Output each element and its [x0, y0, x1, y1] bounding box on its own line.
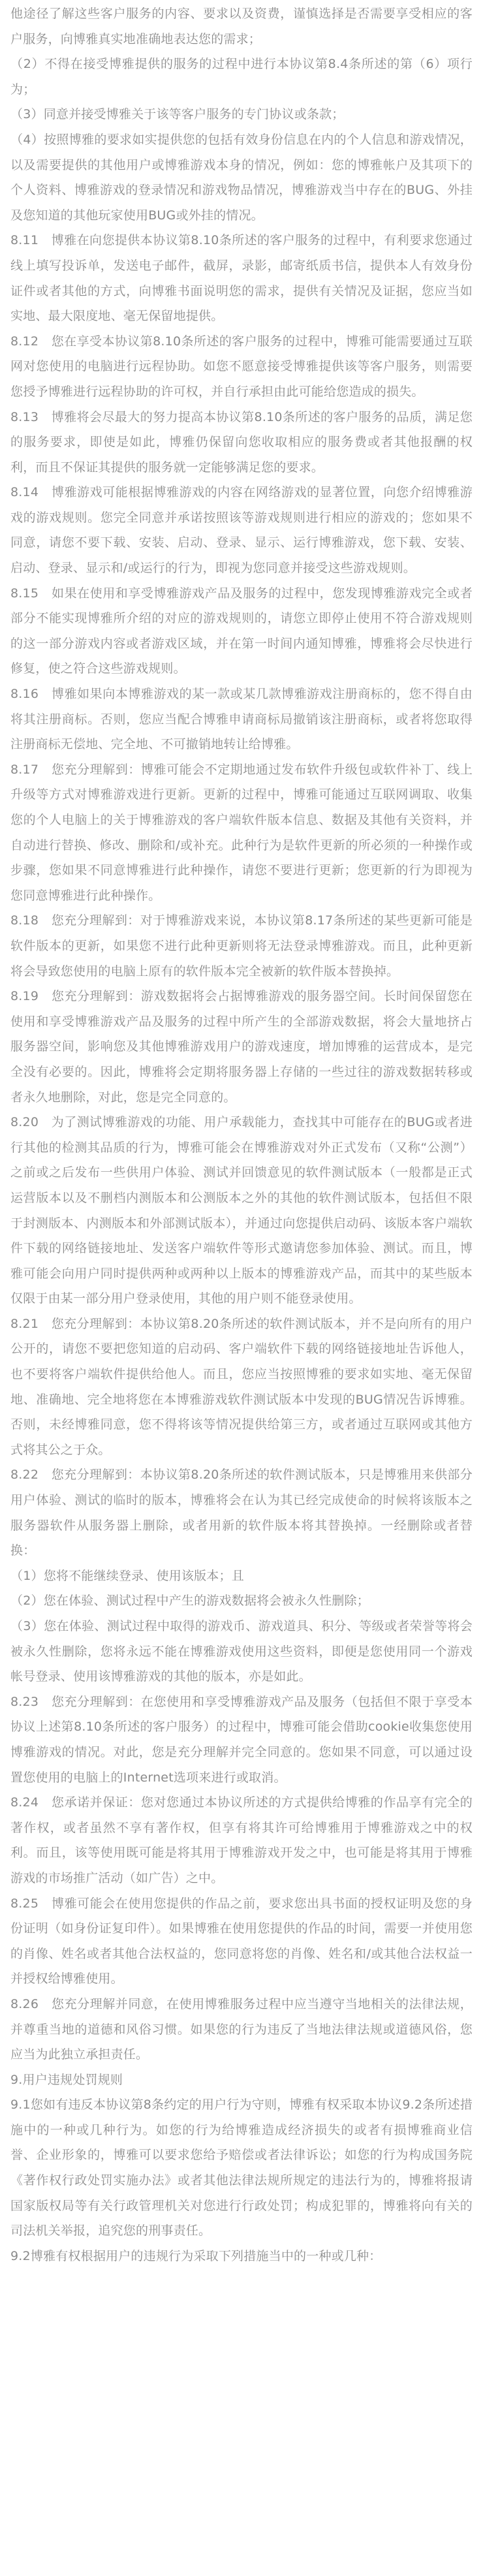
clause-9-2: 9.2博雅有权根据用户的违规行为采取下列措施当中的一种或几种：	[10, 2248, 382, 2263]
clause-text: （2）不得在接受博雅提供的服务的过程中进行本协议第8.4条所述的第（6）项行为；	[10, 57, 473, 97]
clause-8-16: 8.16 博雅如果向本博雅游戏的某一款或某几款博雅游戏注册商标的，您不得自由将其注册商标。否则，您应当配合博雅申请商标局撤销该注册商标，或者将您取得注册商标无偿地、完全地、不可撤销地转让给博雅。	[10, 687, 473, 752]
clause-8-19: 8.19 您充分理解到：游戏数据将会占据博雅游戏的服务器空间。长时间保留您在使用和享受博雅游戏产品及服务的过程中所产生的全部游戏数据，将会大量地挤占服务器空间，影响您及其他博雅游戏用户的游戏速度，增加博雅的运营成本，是完全没有必要的。因此，博雅将会定期将服务器上存储的一些过往的游戏数据转移或者永久地删除，对此，您是完全同意的。	[10, 989, 473, 1105]
clause-8-20: 8.20 为了测试博雅游戏的功能、用户承载能力，查找其中可能存在的BUG或者进行其他的检测其品质的行为，博雅可能会在博雅游戏对外正式发布（又称“公测”）之前或之后发布一些供用户体验、测试并回馈意见的软件测试版本（一般都是正式运营版本以及不删档内测版本和公测版本之外的其他的软件测试版本，包括但不限于封测版本、内测版本和外部测试版本），并通过向您提供启动码、该版本客户端软件下载的网络链接地址、发送客户端软件等形式邀请您参加体验、测试。而且，博雅可能会向用户同时提供两种或两种以上版本的博雅游戏产品，而其中的某些版本仅限于由某一部分用户登录使用，其他的用户则不能登录使用。	[10, 1115, 473, 1306]
clause-text: （3）同意并接受博雅关于该等客户服务的专门协议或条款；	[10, 107, 345, 122]
clause-8-18: 8.18 您充分理解到：对于博雅游戏来说，本协议第8.17条所述的某些更新可能是软件版本的更新，如果您不进行此种更新则将无法登录博雅游戏。而且，此种更新将会导致您使用的电脑上原有的软件版本完全被新的软件版本替换掉。	[10, 913, 473, 979]
clause-text: （4）按照博雅的要求如实提供您的包括有效身份信息在内的个人信息和游戏情况，以及需要提供的其他用户或博雅游戏本身的情况，例如：您的博雅帐户及其项下的个人资料、博雅游戏的登录情况和游戏物品情况，博雅游戏当中存在的BUG、外挂及您知道的其他玩家使用BUG或外挂的情况。	[10, 132, 473, 223]
clause-8-22-item-3: （3）您在体验、测试过程中取得的游戏币、游戏道具、积分、等级或者荣誉等将会被永久性删除，您将永远不能在博雅游戏使用这些资料，即便是您使用同一个游戏帐号登录、使用该博雅游戏的其他的版本，亦是如此。	[10, 1619, 473, 1684]
clause-9-1: 9.1您如有违反本协议第8条约定的用户行为守则，博雅有权采取本协议9.2条所述措施中的一种或几种行为。如您的行为给博雅造成经济损失的或者有损博雅商业信誉、企业形象的，博雅可以要求您给予赔偿或者法律诉讼；如您的行为构成国务院《著作权行政处罚实施办法》或者其他法律法规所规定的违法行为的，博雅将报请国家版权局等有关行政管理机关对您进行行政处罚；构成犯罪的，博雅将向有关的司法机关举报，追究您的刑事责任。	[10, 2097, 473, 2238]
clause-8-13: 8.13 博雅将会尽最大的努力提高本协议第8.10条所述的客户服务的品质，满足您的服务要求，即使是如此，博雅仍保留向您收取相应的服务费或者其他报酬的权利，而且不保证其提供的服务就一定能够满足您的要求。	[10, 409, 473, 475]
clause-8-15: 8.15 如果在使用和享受博雅游戏产品及服务的过程中，您发现博雅游戏完全或者部分不能实现博雅所介绍的对应的游戏规则的，请您立即停止使用不符合游戏规则的这一部分游戏内容或者游戏区域，并在第一时间内通知博雅，博雅将会尽快进行修复，使之符合这些游戏规则。	[10, 586, 473, 676]
section-9-heading: 9.用户违规处罚规则	[10, 2072, 123, 2087]
clause-8-22-item-2: （2）您在体验、测试过程中产生的游戏数据将会被永久性删除；	[10, 1594, 369, 1609]
clause-8-26: 8.26 您充分理解并同意，在使用博雅服务过程中应当遵守当地相关的法律法规，并尊重当地的道德和风俗习惯。如果您的行为违反了当地法律法规或道德风俗，您应当为此独立承担责任。	[10, 1996, 473, 2062]
clause-8-22-item-1: （1）您将不能继续登录、使用该版本；且	[10, 1568, 244, 1583]
clause-text: 他途径了解这些客户服务的内容、要求以及资费，谨慎选择是否需要享受相应的客户服务，向博雅真实地准确地表达您的需求；	[10, 7, 473, 46]
clause-8-14: 8.14 博雅游戏可能根据博雅游戏的内容在网络游戏的显著位置，向您介绍博雅游戏的游戏规则。您完全同意并承诺按照该等游戏规则进行相应的游戏的；您如果不同意，请您不要下载、安装、启动、登录、显示、运行博雅游戏，您下载、安装、启动、登录、显示和/或运行的行为，即视为您同意并接受这些游戏规则。	[10, 485, 473, 576]
clause-8-11: 8.11 博雅在向您提供本协议第8.10条所述的客户服务的过程中，有利要求您通过线上填写投诉单，发送电子邮件，截屏，录影，邮寄纸质书信，提供本人有效身份证件或者其他的方式，向博雅书面说明您的需求，提供有关情况及证据，您应当如实地、最大限度地、毫无保留地提供。	[10, 233, 473, 324]
clause-8-25: 8.25 博雅可能会在使用您提供的作品之前，要求您出具书面的授权证明及您的身份证明（如身份证复印件）。如果博雅在使用您提供的作品的时间，需要一并使用您的肖像、姓名或者其他合法权益的，您同意将您的肖像、姓名和/或其他合法权益一并授权给博雅使用。	[10, 1896, 473, 1987]
clause-8-12: 8.12 您在享受本协议第8.10条所述的客户服务的过程中，博雅可能需要通过互联网对您使用的电脑进行远程协助。如您不愿意接受博雅提供该等客户服务，则需要您授予博雅进行远程协助的许可权，并自行承担由此可能给您造成的损失。	[10, 334, 473, 399]
clause-8-21: 8.21 您充分理解到：本协议第8.20条所述的软件测试版本，并不是向所有的用户公开的，请您不要把您知道的启动码、客户端软件下载的网络链接地址告诉他人，也不要将客户端软件提供给他人。而且，您应当按照博雅的要求如实地、毫无保留地、准确地、完全地将您在本博雅游戏软件测试版本中发现的BUG情况告诉博雅。否则，未经博雅同意，您不得将该等情况提供给第三方，或者通过互联网或其他方式将其公之于众。	[10, 1316, 473, 1457]
clause-8-22: 8.22 您充分理解到：本协议第8.20条所述的软件测试版本，只是博雅用来供部分用户体验、测试的临时的版本，博雅将会在认为其已经完成使命的时候将该版本之服务器软件从服务器上删除，或者用新的软件版本将其替换掉。一经删除或者替换：	[10, 1468, 473, 1558]
clause-8-23: 8.23 您充分理解到：在您使用和享受博雅游戏产品及服务（包括但不限于享受本协议上述第8.10条所述的客户服务）的过程中，博雅可能会借助cookie收集您使用博雅游戏的情况。对此，您是充分理解并完全同意的。您如果不同意，可以通过设置您使用的电脑上的Internet选项来进行或取消。	[10, 1694, 473, 1785]
clause-8-17: 8.17 您充分理解到：博雅可能会不定期地通过发布软件升级包或软件补丁、线上升级等方式对博雅游戏进行更新。更新的过程中，博雅可能通过互联网调取、收集您的个人电脑上的关于博雅游戏的客户端软件版本信息、数据及其他有关资料，并自动进行替换、修改、删除和/或补充。此种行为是软件更新的所必须的一种操作或步骤，您如果不同意博雅进行此种操作，请您不要进行更新；您更新的行为即视为您同意博雅进行此种操作。	[10, 762, 473, 903]
clause-8-24: 8.24 您承诺并保证：您对您通过本协议所述的方式提供给博雅的作品享有完全的著作权，或者虽然不享有著作权，但享有将其许可给博雅用于博雅游戏之中的权利。而且，该等使用既可能是将其用于博雅游戏开发之中，也可能是将其用于博雅游戏的市场推广活动（如广告）之中。	[10, 1795, 473, 1885]
